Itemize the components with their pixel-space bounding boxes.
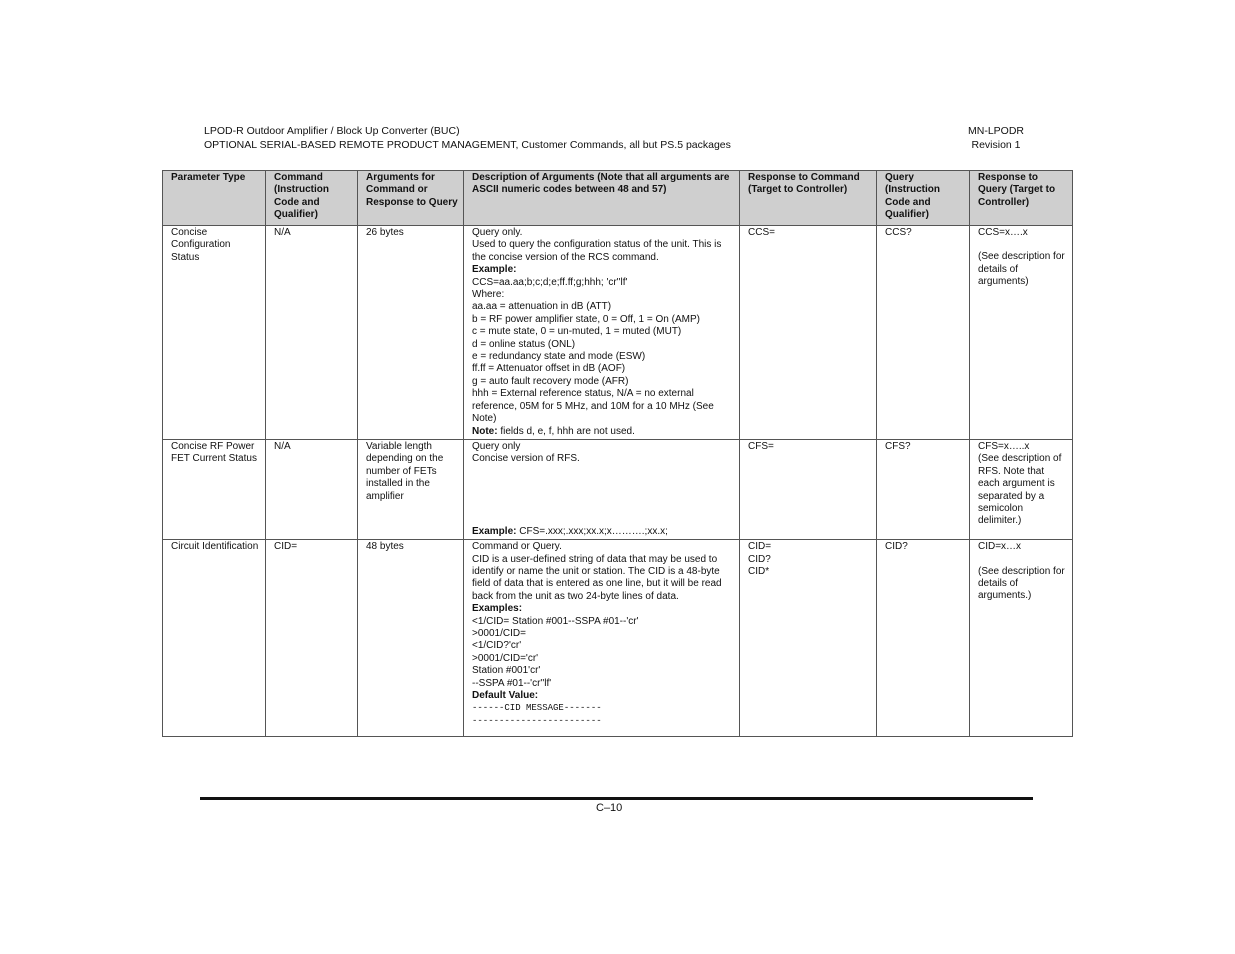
header-title: LPOD-R Outdoor Amplifier / Block Up Converter (BUC) — [204, 125, 460, 137]
desc-label: Default Value: — [472, 690, 539, 701]
cell-query: CID? — [877, 540, 970, 737]
desc-line: aa.aa = attenuation in dB (ATT) — [472, 301, 612, 313]
desc-line: <1/CID?'cr' — [472, 640, 522, 652]
cell-query: CCS? — [877, 226, 970, 440]
desc-line: >0001/CID= — [472, 627, 526, 639]
desc-line: d = online status (ONL) — [472, 338, 576, 350]
desc-line: <1/CID= Station #001--SSPA #01--'cr' — [472, 615, 639, 627]
cell-command: N/A — [266, 226, 358, 440]
cell-query: CFS? — [877, 439, 970, 539]
cell-parameter-type: Concise RF Power FET Current Status — [163, 439, 266, 539]
table-row — [163, 540, 1073, 737]
col-header-command: Command (Instruction Code and Qualifier) — [266, 171, 358, 226]
col-header-description: Description of Arguments (Note that all arguments are ASCII numeric codes between 48 and 57) — [464, 171, 740, 226]
desc-line: --SSPA #01--'cr''lf' — [472, 677, 552, 689]
cell-arguments: 48 bytes — [358, 540, 464, 737]
desc-line: Query only. — [472, 227, 523, 238]
doc-id: MN-LPODR — [968, 125, 1025, 137]
col-header-response-to-query: Response to Query (Target to Controller) — [970, 171, 1073, 226]
query-response-note: (See description for details of arguments.) — [978, 565, 1065, 602]
col-header-parameter-type: Parameter Type — [163, 171, 266, 226]
desc-line: e = redundancy state and mode (ESW) — [472, 351, 646, 363]
query-response-value: CID=x…x — [978, 541, 1022, 553]
cell-command: CID= — [266, 540, 358, 737]
example-label: Example: — [472, 525, 517, 537]
query-response-value: CFS=x…..x — [978, 440, 1030, 452]
note-text: fields d, e, f, hhh are not used. — [500, 425, 635, 437]
desc-line: Command or Query. — [472, 541, 562, 553]
note-label: Note: — [472, 425, 498, 437]
table-row — [163, 439, 1073, 539]
running-header-right — [968, 124, 1024, 152]
cell-response-to-query — [970, 540, 1073, 737]
desc-note — [472, 426, 735, 438]
table-row — [163, 226, 1073, 440]
desc-label: Examples: — [472, 603, 523, 615]
desc-line: hhh = External reference status, N/A = no external reference, 05M for 5 MHz, and 10M for a 10 MHz (See Note) — [472, 388, 714, 425]
desc-line: >0001/CID='cr' — [472, 652, 539, 664]
desc-line: Where: — [472, 289, 505, 301]
desc-line: c = mute state, 0 = un-muted, 1 = muted (MUT) — [472, 326, 682, 338]
cell-description — [464, 540, 740, 737]
revision: Revision 1 — [971, 139, 1021, 151]
cell-parameter-type: Circuit Identification — [163, 540, 266, 737]
response-value: CID* — [748, 565, 770, 577]
cell-parameter-type: Concise Configuration Status — [163, 226, 266, 440]
page-number: C–10 — [596, 802, 623, 814]
cell-description — [464, 439, 740, 539]
cell-command: N/A — [266, 439, 358, 539]
desc-label: Example: — [472, 264, 517, 276]
desc-line: CCS=aa.aa;b;c;d;e;ff.ff;g;hhh; 'cr''lf' — [472, 276, 628, 288]
desc-mono-line: ------CID MESSAGE------- — [472, 703, 602, 714]
desc-line: b = RF power amplifier state, 0 = Off, 1 = On (AMP) — [472, 313, 700, 325]
desc-line: Used to query the configuration status of the unit. This is the concise version of the RCS command. — [472, 239, 722, 263]
command-table — [162, 170, 1073, 737]
query-response-note: (See description for details of arguments) — [978, 251, 1065, 288]
cell-response-to-command: CFS= — [740, 439, 877, 539]
running-header-left — [204, 124, 731, 152]
desc-line: ff.ff = Attenuator offset in dB (AOF) — [472, 363, 626, 375]
query-response-value: CCS=x….x — [978, 227, 1028, 238]
cell-response-to-query — [970, 439, 1073, 539]
table-header-row — [163, 171, 1073, 226]
query-response-note: (See description of RFS. Note that each argument is separated by a semicolon delimiter.) — [978, 453, 1062, 527]
desc-line: CID is a user-defined string of data that may be used to identify or name the unit or station. The CID is a 48-byte field of data that is entered as one line, but it will be read back from the unit as two 24-byte lines of data. — [472, 553, 722, 602]
cell-response-to-command: CCS= — [740, 226, 877, 440]
example-text: CFS=.xxx;.xxx;xx.x;x……….;xx.x; — [519, 525, 668, 537]
response-value: CID= — [748, 541, 772, 553]
cell-arguments: Variable length depending on the number of FETs installed in the amplifier — [358, 439, 464, 539]
cell-response-to-query — [970, 226, 1073, 440]
col-header-query: Query (Instruction Code and Qualifier) — [877, 171, 970, 226]
desc-line: g = auto fault recovery mode (AFR) — [472, 375, 629, 387]
footer-rule — [200, 797, 1033, 800]
cell-arguments: 26 bytes — [358, 226, 464, 440]
response-value: CID? — [748, 553, 771, 565]
cell-description — [464, 226, 740, 440]
col-header-response-to-command: Response to Command (Target to Controller) — [740, 171, 877, 226]
col-header-arguments: Arguments for Command or Response to Query — [358, 171, 464, 226]
desc-line: Station #001'cr' — [472, 665, 541, 677]
desc-line: Concise version of RFS. — [472, 453, 580, 465]
cell-response-to-command — [740, 540, 877, 737]
desc-mono-line: ------------------------ — [472, 715, 602, 726]
desc-line: Query only — [472, 440, 521, 452]
desc-example — [472, 526, 735, 538]
header-subtitle: OPTIONAL SERIAL-BASED REMOTE PRODUCT MANAGEMENT, Customer Commands, all but PS.5 packages — [204, 139, 731, 151]
